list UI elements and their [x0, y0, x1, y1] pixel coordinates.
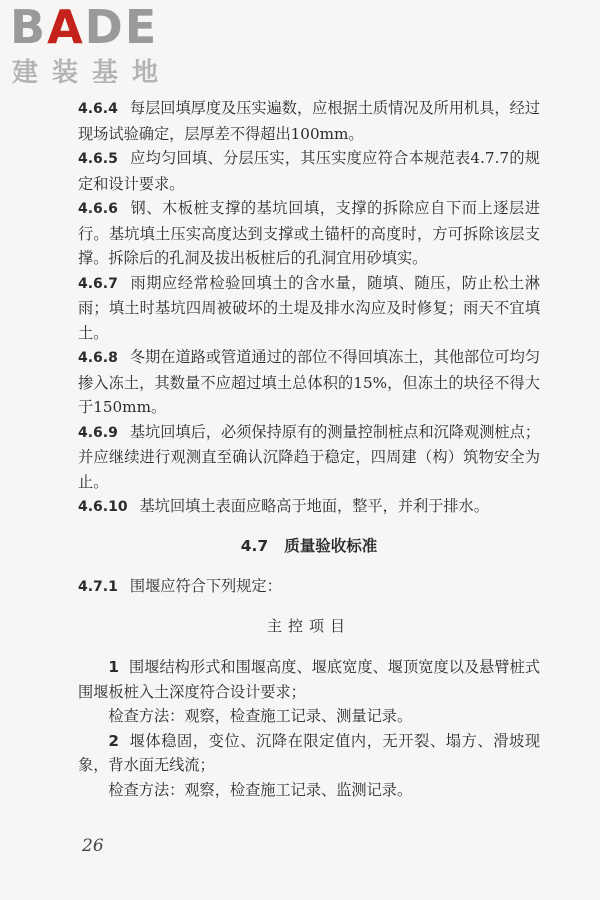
clause-number: 4.6.7 — [78, 275, 118, 292]
item-number: 2 — [108, 731, 119, 750]
section-title — [78, 534, 540, 558]
clause-text: 围堰应符合下列规定： — [129, 576, 282, 595]
item-text: 堰体稳固，变位、沉降在限定值内，无开裂、塌方、滑坡现象，背水面无线流； — [78, 731, 540, 774]
page-content — [78, 96, 540, 802]
watermark-logo — [10, 2, 190, 94]
watermark-subtitle: 建装基地 — [12, 58, 173, 88]
item-2 — [78, 729, 540, 778]
clause-number: 4.6.4 — [78, 101, 118, 117]
clause-4-6-6 — [78, 196, 540, 271]
clause-4-6-7 — [78, 271, 540, 346]
clause-4-6-9 — [78, 420, 540, 495]
clause-text: 基坑回填土表面应略高于地面，整平，并利于排水。 — [139, 497, 489, 515]
clause-number: 4.6.10 — [78, 499, 128, 515]
clause-text: 冬期在道路或管道通过的部位不得回填冻土，其他部位可均匀掺入冻土，其数量不应超过填土总体积的15%，但冻土的块径不得大于150mm。 — [78, 348, 540, 416]
inspection-method-2: 检查方法：观察，检查施工记录、监测记录。 — [108, 780, 413, 799]
item-text: 围堰结构形式和围堰高度、堰底宽度、堰顶宽度以及悬臂桩式围堰板桩入土深度符合设计要求； — [78, 658, 540, 701]
clause-4-7-1 — [78, 574, 540, 600]
clause-text: 雨期应经常检验回填土的含水量，随填、随压，防止松土淋雨；填土时基坑四周被破坏的土堤及排水沟应及时修复；雨天不宜填土。 — [78, 273, 540, 342]
clause-4-6-4 — [78, 96, 540, 146]
watermark-brand: BADE — [10, 0, 159, 54]
item-number: 1 — [108, 658, 119, 676]
clause-number: 4.7.1 — [78, 578, 118, 595]
clause-4-6-8 — [78, 345, 540, 420]
clause-text: 钢、木板桩支撑的基坑回填，支撑的拆除应自下而上逐层进行。基坑填土压实高度达到支撑或土锚杆的高度时，方可拆除该层支撑。拆除后的孔洞及拔出板桩后的孔洞宜用砂填实。 — [78, 199, 540, 267]
clause-text: 基坑回填后，必须保持原有的测量控制桩点和沉降观测桩点；并应继续进行观测直至确认沉降趋于稳定，四周建（构）筑物安全为止。 — [78, 422, 540, 491]
clause-text: 每层回填厚度及压实遍数，应根据土质情况及所用机具，经过现场试验确定，层厚差不得超出100mm。 — [78, 99, 540, 143]
inspection-method-1: 检查方法：观察，检查施工记录、测量记录。 — [108, 707, 413, 725]
item-1 — [78, 655, 540, 704]
clause-number: 4.6.9 — [78, 424, 118, 441]
page-number: 26 — [82, 836, 104, 856]
clause-number: 4.6.5 — [78, 151, 118, 167]
clause-number: 4.6.6 — [78, 201, 118, 217]
clause-4-6-5 — [78, 146, 540, 196]
subheading-main-control-items: 主控项目 — [266, 617, 351, 635]
section-heading: 质量验收标准 — [284, 536, 378, 555]
section-number: 4.7 — [240, 536, 269, 555]
clause-number: 4.6.8 — [78, 350, 118, 366]
clause-4-6-10 — [78, 494, 540, 520]
clause-text: 应均匀回填、分层压实，其压实度应符合本规范表4.7.7的规定和设计要求。 — [78, 149, 540, 193]
